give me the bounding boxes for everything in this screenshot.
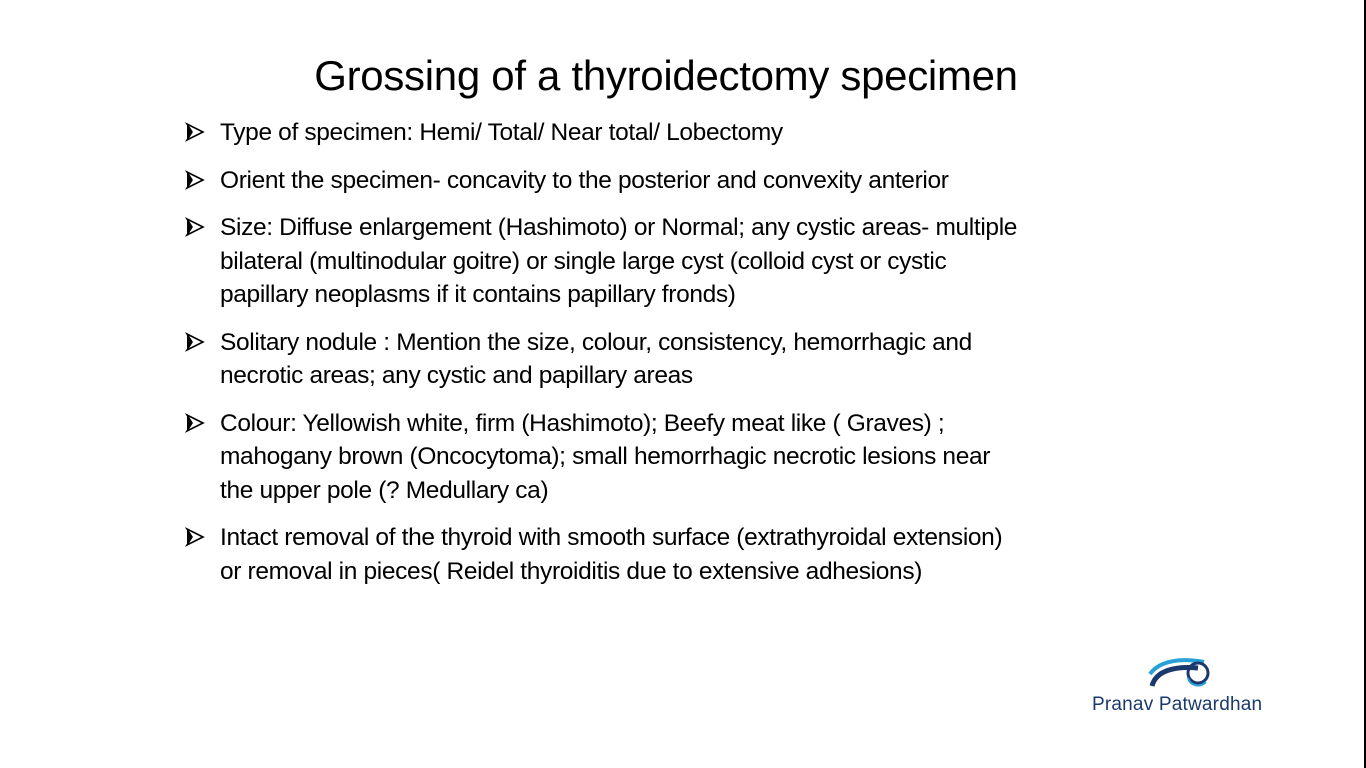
wave-logo-icon xyxy=(1148,656,1212,690)
logo-text: Pranav Patwardhan xyxy=(1092,694,1263,715)
bullet-item xyxy=(185,116,1285,150)
bullet-item xyxy=(185,521,1285,588)
bullet-item xyxy=(185,211,1285,312)
bullet-text-line: papillary neoplasms if it contains papillary fronds) xyxy=(220,281,736,308)
bullet-text-line: Type of specimen: Hemi/ Total/ Near total/ Lobectomy xyxy=(220,119,783,146)
bullet-item xyxy=(185,407,1285,508)
bullet-text-line: Orient the specimen- concavity to the posterior and convexity anterior xyxy=(220,166,949,194)
bullet-text-line: Intact removal of the thyroid with smooth surface (extrathyroidal extension) xyxy=(220,524,1003,551)
arrow-bullet-icon xyxy=(185,122,205,142)
bullet-text-line: Solitary nodule : Mention the size, colour, consistency, hemorrhagic and xyxy=(220,328,972,356)
bullet-text-line: or removal in pieces( Reidel thyroiditis due to extensive adhesions) xyxy=(220,557,923,585)
bullet-list xyxy=(185,116,1285,602)
bullet-text-line: necrotic areas; any cystic and papillary areas xyxy=(220,362,693,389)
bullet-text-line: Size: Diffuse enlargement (Hashimoto) or Normal; any cystic areas- multiple xyxy=(220,214,1018,241)
arrow-bullet-icon xyxy=(185,527,205,547)
bullet-text-line: Colour: Yellowish white, firm (Hashimoto); Beefy meat like ( Graves) ; xyxy=(220,409,945,437)
bullet-text-line: mahogany brown (Oncocytoma); small hemorrhagic necrotic lesions near xyxy=(220,443,991,470)
logo xyxy=(1092,656,1282,716)
arrow-bullet-icon xyxy=(185,413,205,433)
bullet-text-line: bilateral (multinodular goitre) or single large cyst (colloid cyst or cystic xyxy=(220,247,947,275)
bullet-text-line: the upper pole (? Medullary ca) xyxy=(220,476,549,504)
bullet-item xyxy=(185,326,1285,393)
arrow-bullet-icon xyxy=(185,170,205,190)
arrow-bullet-icon xyxy=(185,332,205,352)
bullet-item xyxy=(185,164,1285,198)
slide-title: Grossing of a thyroidectomy specimen xyxy=(314,52,1018,99)
arrow-bullet-icon xyxy=(185,217,205,237)
